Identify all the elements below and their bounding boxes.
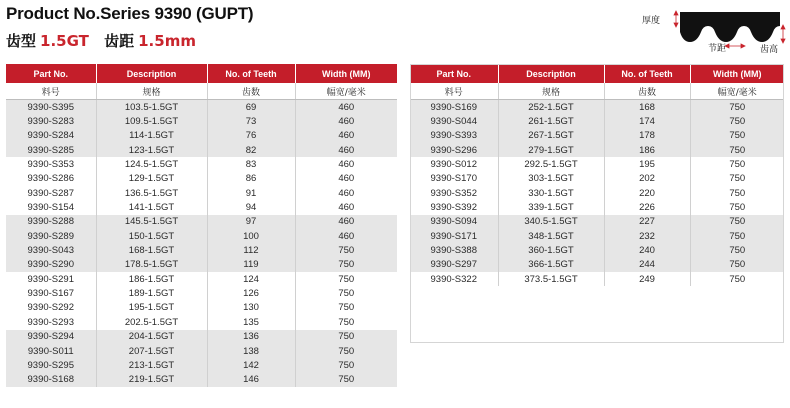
teeth-cell: 186 [604, 143, 690, 157]
teeth-cell: 174 [604, 114, 690, 128]
part-no-cell: 9390-S012 [410, 157, 498, 171]
width-cell: 750 [295, 272, 397, 286]
teeth-cell: 195 [604, 157, 690, 171]
width-cell: 750 [690, 114, 784, 128]
part-no-cell: 9390-S291 [6, 272, 96, 286]
column-header-part-no: Part No. [6, 64, 96, 83]
width-cell: 750 [690, 215, 784, 229]
description-cell: 252-1.5GT [498, 100, 604, 115]
column-header-width: Width (MM) [690, 64, 784, 83]
width-cell: 460 [295, 129, 397, 143]
teeth-cell: 94 [207, 200, 295, 214]
table-row [410, 258, 784, 272]
table-subheader-row [410, 83, 784, 100]
column-header-description: Description [96, 64, 207, 83]
part-no-cell: 9390-S285 [6, 143, 96, 157]
pitch-value: 1.5mm [138, 32, 196, 50]
width-cell: 460 [295, 114, 397, 128]
description-cell: 204-1.5GT [96, 330, 207, 344]
pitch-diagram-label: 节距 [708, 44, 727, 54]
part-no-cell: 9390-S393 [410, 129, 498, 143]
teeth-cell: 124 [207, 272, 295, 286]
part-no-cell: 9390-S392 [410, 200, 498, 214]
column-subheader-width: 幅宽/毫米 [690, 83, 784, 100]
part-no-cell: 9390-S171 [410, 229, 498, 243]
description-cell: 373.5-1.5GT [498, 272, 604, 286]
part-no-cell: 9390-S283 [6, 114, 96, 128]
teeth-cell: 100 [207, 229, 295, 243]
part-no-cell: 9390-S154 [6, 200, 96, 214]
width-cell: 460 [295, 215, 397, 229]
width-cell: 460 [295, 157, 397, 171]
page-title: Product No.Series 9390 (GUPT) [6, 4, 254, 23]
description-cell: 189-1.5GT [96, 286, 207, 300]
tooth-height-label: 齿高 [760, 45, 779, 54]
table-row [410, 172, 784, 186]
width-cell: 750 [690, 157, 784, 171]
part-no-cell: 9390-S287 [6, 186, 96, 200]
column-subheader-width: 幅宽/毫米 [295, 83, 397, 100]
teeth-cell: 82 [207, 143, 295, 157]
teeth-cell: 168 [604, 100, 690, 115]
teeth-cell: 126 [207, 286, 295, 300]
table-row [6, 186, 397, 200]
width-cell: 750 [690, 200, 784, 214]
teeth-cell: 69 [207, 100, 295, 115]
teeth-cell: 97 [207, 215, 295, 229]
parts-table-left [6, 64, 397, 387]
column-subheader-description: 规格 [96, 83, 207, 100]
table-row [410, 200, 784, 214]
teeth-cell: 76 [207, 129, 295, 143]
width-cell: 750 [690, 229, 784, 243]
description-cell: 330-1.5GT [498, 186, 604, 200]
width-cell: 750 [690, 129, 784, 143]
table-row [6, 373, 397, 387]
parts-table-right [410, 64, 784, 286]
width-cell: 750 [295, 301, 397, 315]
part-no-cell: 9390-S044 [410, 114, 498, 128]
description-cell: 109.5-1.5GT [96, 114, 207, 128]
table-row [6, 243, 397, 257]
width-cell: 750 [690, 186, 784, 200]
table-row [6, 215, 397, 229]
table-row [6, 301, 397, 315]
width-cell: 460 [295, 172, 397, 186]
part-no-cell: 9390-S011 [6, 344, 96, 358]
width-cell: 750 [690, 143, 784, 157]
description-cell: 267-1.5GT [498, 129, 604, 143]
width-cell: 460 [295, 229, 397, 243]
table-row [6, 229, 397, 243]
part-no-cell: 9390-S288 [6, 215, 96, 229]
table-row [410, 143, 784, 157]
part-no-cell: 9390-S322 [410, 272, 498, 286]
table-row [6, 157, 397, 171]
table-row [410, 186, 784, 200]
table-row [410, 215, 784, 229]
table-row [6, 172, 397, 186]
table-row [6, 286, 397, 300]
part-no-cell: 9390-S168 [6, 373, 96, 387]
description-cell: 103.5-1.5GT [96, 100, 207, 115]
part-no-cell: 9390-S289 [6, 229, 96, 243]
column-subheader-part-no: 料号 [410, 83, 498, 100]
teeth-cell: 119 [207, 258, 295, 272]
description-cell: 219-1.5GT [96, 373, 207, 387]
description-cell: 339-1.5GT [498, 200, 604, 214]
part-no-cell: 9390-S167 [6, 286, 96, 300]
belt-profile-shape [680, 12, 780, 42]
teeth-cell: 112 [207, 243, 295, 257]
width-cell: 750 [295, 358, 397, 372]
belt-spec [6, 30, 200, 51]
table-row [410, 129, 784, 143]
teeth-cell: 91 [207, 186, 295, 200]
width-cell: 750 [295, 258, 397, 272]
description-cell: 292.5-1.5GT [498, 157, 604, 171]
description-cell: 124.5-1.5GT [96, 157, 207, 171]
teeth-cell: 136 [207, 330, 295, 344]
teeth-cell: 249 [604, 272, 690, 286]
part-no-cell: 9390-S292 [6, 301, 96, 315]
part-no-cell: 9390-S293 [6, 315, 96, 329]
pitch-label: 齿距 [104, 32, 135, 50]
thickness-label: 厚度 [642, 16, 661, 26]
table-row [6, 330, 397, 344]
teeth-cell: 142 [207, 358, 295, 372]
description-cell: 168-1.5GT [96, 243, 207, 257]
description-cell: 207-1.5GT [96, 344, 207, 358]
description-cell: 348-1.5GT [498, 229, 604, 243]
part-no-cell: 9390-S296 [410, 143, 498, 157]
description-cell: 360-1.5GT [498, 243, 604, 257]
table-row [410, 114, 784, 128]
table-row [6, 143, 397, 157]
table-subheader-row [6, 83, 397, 100]
description-cell: 136.5-1.5GT [96, 186, 207, 200]
width-cell: 750 [295, 373, 397, 387]
table-row [6, 258, 397, 272]
width-cell: 750 [295, 243, 397, 257]
part-no-cell: 9390-S395 [6, 100, 96, 115]
part-no-cell: 9390-S169 [410, 100, 498, 115]
table-row [6, 344, 397, 358]
part-no-cell: 9390-S294 [6, 330, 96, 344]
teeth-cell: 240 [604, 243, 690, 257]
tooth-type-label: 齿型 [6, 32, 37, 50]
teeth-cell: 130 [207, 301, 295, 315]
table-row [6, 100, 397, 115]
width-cell: 750 [690, 100, 784, 115]
table-row [410, 272, 784, 286]
column-header-teeth: No. of Teeth [207, 64, 295, 83]
width-cell: 460 [295, 200, 397, 214]
description-cell: 279-1.5GT [498, 143, 604, 157]
teeth-cell: 227 [604, 215, 690, 229]
width-cell: 750 [295, 286, 397, 300]
description-cell: 129-1.5GT [96, 172, 207, 186]
width-cell: 750 [690, 243, 784, 257]
column-header-part-no: Part No. [410, 64, 498, 83]
table-row [6, 358, 397, 372]
teeth-cell: 86 [207, 172, 295, 186]
width-cell: 750 [690, 258, 784, 272]
table-header-row [410, 64, 784, 83]
description-cell: 213-1.5GT [96, 358, 207, 372]
description-cell: 141-1.5GT [96, 200, 207, 214]
description-cell: 123-1.5GT [96, 143, 207, 157]
table-row [410, 243, 784, 257]
width-cell: 460 [295, 143, 397, 157]
column-header-width: Width (MM) [295, 64, 397, 83]
part-no-cell: 9390-S290 [6, 258, 96, 272]
description-cell: 145.5-1.5GT [96, 215, 207, 229]
table-row [6, 272, 397, 286]
description-cell: 178.5-1.5GT [96, 258, 207, 272]
description-cell: 150-1.5GT [96, 229, 207, 243]
teeth-cell: 83 [207, 157, 295, 171]
teeth-cell: 178 [604, 129, 690, 143]
part-no-cell: 9390-S352 [410, 186, 498, 200]
description-cell: 195-1.5GT [96, 301, 207, 315]
column-subheader-teeth: 齿数 [604, 83, 690, 100]
column-subheader-teeth: 齿数 [207, 83, 295, 100]
description-cell: 186-1.5GT [96, 272, 207, 286]
teeth-cell: 232 [604, 229, 690, 243]
table-row [6, 315, 397, 329]
description-cell: 261-1.5GT [498, 114, 604, 128]
part-no-cell: 9390-S353 [6, 157, 96, 171]
column-subheader-part-no: 料号 [6, 83, 96, 100]
part-no-cell: 9390-S284 [6, 129, 96, 143]
part-no-cell: 9390-S094 [410, 215, 498, 229]
teeth-cell: 226 [604, 200, 690, 214]
teeth-cell: 73 [207, 114, 295, 128]
description-cell: 366-1.5GT [498, 258, 604, 272]
teeth-cell: 135 [207, 315, 295, 329]
table-row [6, 114, 397, 128]
width-cell: 460 [295, 100, 397, 115]
column-subheader-description: 规格 [498, 83, 604, 100]
teeth-cell: 202 [604, 172, 690, 186]
tooth-type-value: 1.5GT [40, 32, 89, 50]
table-row [6, 129, 397, 143]
teeth-cell: 244 [604, 258, 690, 272]
column-header-teeth: No. of Teeth [604, 64, 690, 83]
part-no-cell: 9390-S043 [6, 243, 96, 257]
part-no-cell: 9390-S297 [410, 258, 498, 272]
part-no-cell: 9390-S286 [6, 172, 96, 186]
width-cell: 750 [295, 330, 397, 344]
teeth-cell: 138 [207, 344, 295, 358]
description-cell: 202.5-1.5GT [96, 315, 207, 329]
part-no-cell: 9390-S170 [410, 172, 498, 186]
part-no-cell: 9390-S295 [6, 358, 96, 372]
table-row [6, 200, 397, 214]
teeth-cell: 146 [207, 373, 295, 387]
description-cell: 114-1.5GT [96, 129, 207, 143]
table-row [410, 157, 784, 171]
table-row [410, 229, 784, 243]
table-row [410, 100, 784, 115]
width-cell: 750 [690, 272, 784, 286]
table-header-row [6, 64, 397, 83]
width-cell: 750 [690, 172, 784, 186]
description-cell: 340.5-1.5GT [498, 215, 604, 229]
teeth-cell: 220 [604, 186, 690, 200]
column-header-description: Description [498, 64, 604, 83]
belt-profile-diagram [636, 6, 786, 54]
width-cell: 460 [295, 186, 397, 200]
width-cell: 750 [295, 344, 397, 358]
part-no-cell: 9390-S388 [410, 243, 498, 257]
description-cell: 303-1.5GT [498, 172, 604, 186]
width-cell: 750 [295, 315, 397, 329]
